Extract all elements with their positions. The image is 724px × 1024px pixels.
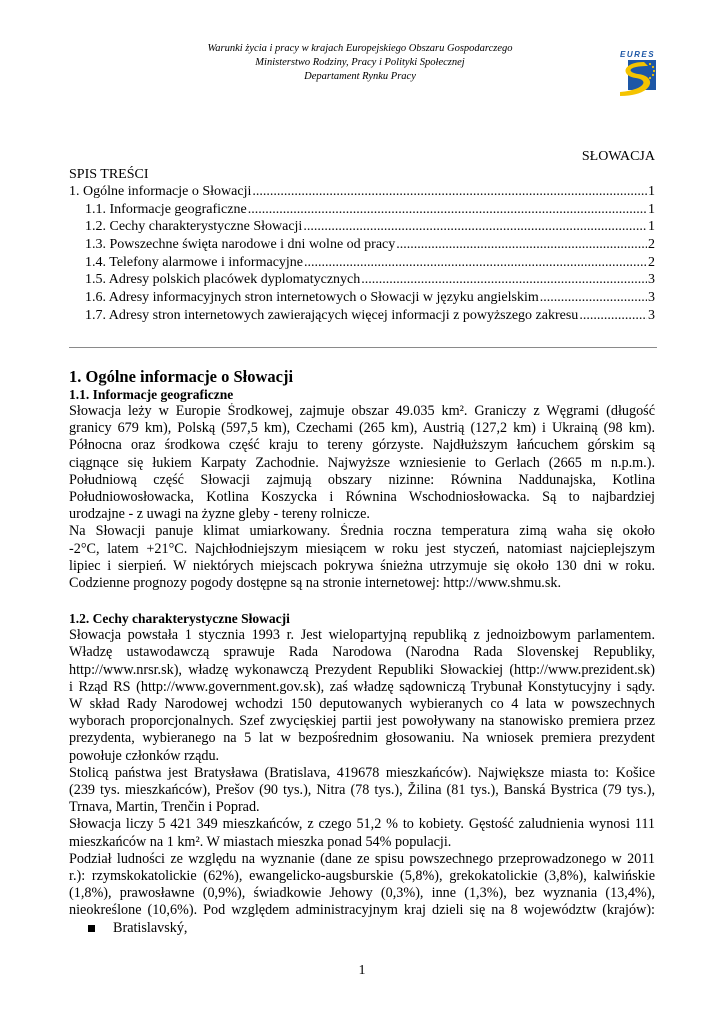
toc-entry-label: 1.5. Adresy polskich placówek dyplomatycznych [85, 272, 361, 288]
text-line: Władzę ustawodawczą sprawuje Rada Narodowa (Narodna Rada Slovenskej Republiky, [69, 644, 655, 661]
text-line: Słowacja liczy 5 421 349 mieszkańców, z czego 51,2 % to kobiety. Gęstość zaludnienia wynosi 111 [69, 816, 655, 833]
toc-entry-page: 1 [648, 201, 655, 217]
paragraph-geography [69, 403, 655, 592]
text-line: Słowacja powstała 1 stycznia 1993 r. Jest wielopartyjną republiką z jednoizbowym parlamentem. [69, 627, 655, 644]
text-line: Na Słowacji panuje klimat umiarkowany. Średnia roczna temperatura zimą waha się około [69, 523, 655, 540]
bullet-square-icon [88, 925, 95, 932]
toc-entry[interactable] [69, 218, 655, 236]
text-line: -2°C, latem +21°C. Najchłodniejszym miesiącem w roku jest styczeń, natomiast najcieplejszym [69, 540, 655, 557]
list-item-label: Bratislavský, [113, 919, 188, 936]
toc-entry-page: 2 [648, 254, 655, 270]
toc-entry-label: 1.3. Powszechne święta narodowe i dni wolne od pracy [85, 237, 396, 253]
header-line-2: Ministerstwo Rodziny, Pracy i Polityki Społecznej [255, 57, 465, 68]
toc-entry-page: 3 [648, 272, 655, 288]
spacer [69, 592, 655, 611]
eures-logo-text: EURES [620, 50, 656, 59]
toc-dot-leader [248, 201, 647, 219]
toc-entry-page: 2 [648, 237, 655, 253]
toc-entry[interactable] [69, 289, 655, 307]
page-header [160, 42, 560, 84]
text-line: Południową część Słowacji zajmują obszary nizinne: Równina Naddunajska, Kotlina [69, 471, 655, 488]
table-of-contents [69, 166, 655, 325]
text-line: granicy 679 km), Polską (597,5 km), Czechami (265 km), Austrią (127,2 km) i Ukrainą (98 km). [69, 420, 655, 437]
toc-entry[interactable] [69, 236, 655, 254]
toc-entry-page: 1 [648, 184, 655, 199]
toc-entry-label: 1.7. Adresy stron internetowych zawierających więcej informacji z powyższego zakresu [85, 307, 579, 323]
text-line: Stolicą państwa jest Bratysława (Bratislava, 419678 mieszkańców). Największe miasta to: Košice [69, 764, 655, 781]
header-line-3: Departament Rynku Pracy [304, 71, 416, 82]
toc-entry-label: 1.2. Cechy charakterystyczne Słowacji [85, 219, 303, 235]
text-line: Podział ludności ze względu na wyznanie (dane ze spisu powszechnego przeprowadzonego w 2011 [69, 850, 655, 867]
country-title: SŁOWACJA [581, 149, 655, 164]
toc-dot-leader [252, 183, 647, 201]
document-body [69, 367, 655, 937]
toc-dot-leader [579, 307, 647, 325]
toc-entry-label: 1. Ogólne informacje o Słowacji [69, 184, 252, 199]
eures-logo-icon [614, 52, 660, 98]
toc-entry[interactable] [69, 254, 655, 272]
text-line: Północna oraz środkowa część kraju to tereny górzyste. Najdłuższym łańcuchem górskim są [69, 437, 655, 454]
text-line: urodzajne - z uwagi na żyzne gleby - tereny rolnicze. [69, 506, 370, 523]
text-line: i Rząd RS (http://www.government.gov.sk), zaś władzę sądowniczą Trybunał Konstytucyjny i sądy. [69, 678, 655, 695]
toc-dot-leader [361, 271, 647, 289]
toc-dot-leader [303, 218, 647, 236]
horizontal-divider [69, 347, 657, 348]
toc-entry-label: 1.1. Informacje geograficzne [85, 201, 247, 217]
text-line: http://www.nrsr.sk), władzę wykonawczą Prezydent Republiki Słowackiej (http://www.prezident.sk) [69, 661, 655, 678]
subsection-heading-geography: 1.1. Informacje geograficzne [69, 387, 234, 402]
text-line: Codzienne prognozy pogody dostępne są na stronie internetowej: http://www.shmu.sk. [69, 575, 562, 592]
header-line-1: Warunki życia i pracy w krajach Europejskiego Obszaru Gospodarczego [207, 43, 513, 54]
text-line: prezydenta, wybieranego na 5 lat w bezpośrednim głosowaniu. Na wniosek premiera prezydent [69, 730, 655, 747]
text-line: Południowosłowacka, Kotlina Koszycka i Równina Wschodniosłowacka. Są to najbardziej [69, 489, 655, 506]
toc-entry[interactable] [69, 183, 655, 201]
toc-entry-page: 1 [648, 219, 655, 235]
toc-list [69, 183, 655, 325]
text-line: Trnava, Martin, Trenčin i Poprad. [69, 799, 260, 816]
paragraph-characteristics [69, 627, 655, 919]
subsection-heading-characteristics: 1.2. Cechy charakterystyczne Słowacji [69, 611, 290, 627]
toc-dot-leader [304, 254, 647, 272]
text-line: mieszkańców na 1 km². W miastach mieszka ponad 54% populacji. [69, 833, 452, 850]
toc-entry-label: 1.4. Telefony alarmowe i informacyjne [85, 254, 304, 270]
bullet-list [69, 920, 655, 937]
text-line: r.): rzymskokatolickie (62%), ewangelicko-augsburskie (5,8%), grekokatolickie (3,8%), kalwińskie [69, 868, 655, 885]
toc-entry[interactable] [69, 271, 655, 289]
list-item [69, 920, 655, 937]
text-line: wyborach proporcjonalnych. Szef zwycięskiej partii jest powoływany na stanowisko premiera przez [69, 713, 655, 730]
toc-entry-page: 3 [648, 290, 655, 306]
toc-entry-page: 3 [648, 307, 655, 323]
text-line: lipiec i sierpień. W niektórych miejscach pokrywa śnieżna utrzymuje się około 130 dni w roku. [69, 557, 655, 574]
toc-entry-label: 1.6. Adresy informacyjnych stron internetowych o Słowacji w języku angielskim [85, 290, 539, 306]
toc-dot-leader [540, 289, 647, 307]
text-line: Słowacja leży w Europie Środkowej, zajmuje obszar 49.035 km². Graniczy z Węgrami (długość [69, 403, 655, 419]
page-number: 1 [358, 963, 366, 978]
text-line: powołuje członków rządu. [69, 747, 220, 764]
text-line: nieokreślone (10,6%). Pod względem administracyjnym kraj dzieli się na 8 województw (krajów): [69, 902, 655, 919]
text-line: (239 tys. mieszkańców), Prešov (90 tys.), Nitra (78 tys.), Žilina (81 tys.), Banská Bystrica (79 tys.), [69, 782, 655, 799]
text-line: (1,8%), prawosławne (0,9%), świadkowie Jehowy (0,3%), inne (1,3%), bez wyznania (13,4%), [69, 885, 655, 902]
text-line: W skład Rady Narodowej wchodzi 150 deputowanych wybieranych co 4 lata w powszechnych [69, 696, 655, 713]
toc-entry[interactable] [69, 307, 655, 325]
section-heading: 1. Ogólne informacje o Słowacji [69, 367, 294, 386]
toc-title: SPIS TREŚCI [69, 167, 149, 182]
toc-entry[interactable] [69, 201, 655, 219]
toc-dot-leader [396, 236, 647, 254]
text-line: ciągnące się łukiem Karpaty Zachodnie. Najwyższe wzniesienie to Gerlach (2665 m n.p.m.). [69, 454, 655, 471]
